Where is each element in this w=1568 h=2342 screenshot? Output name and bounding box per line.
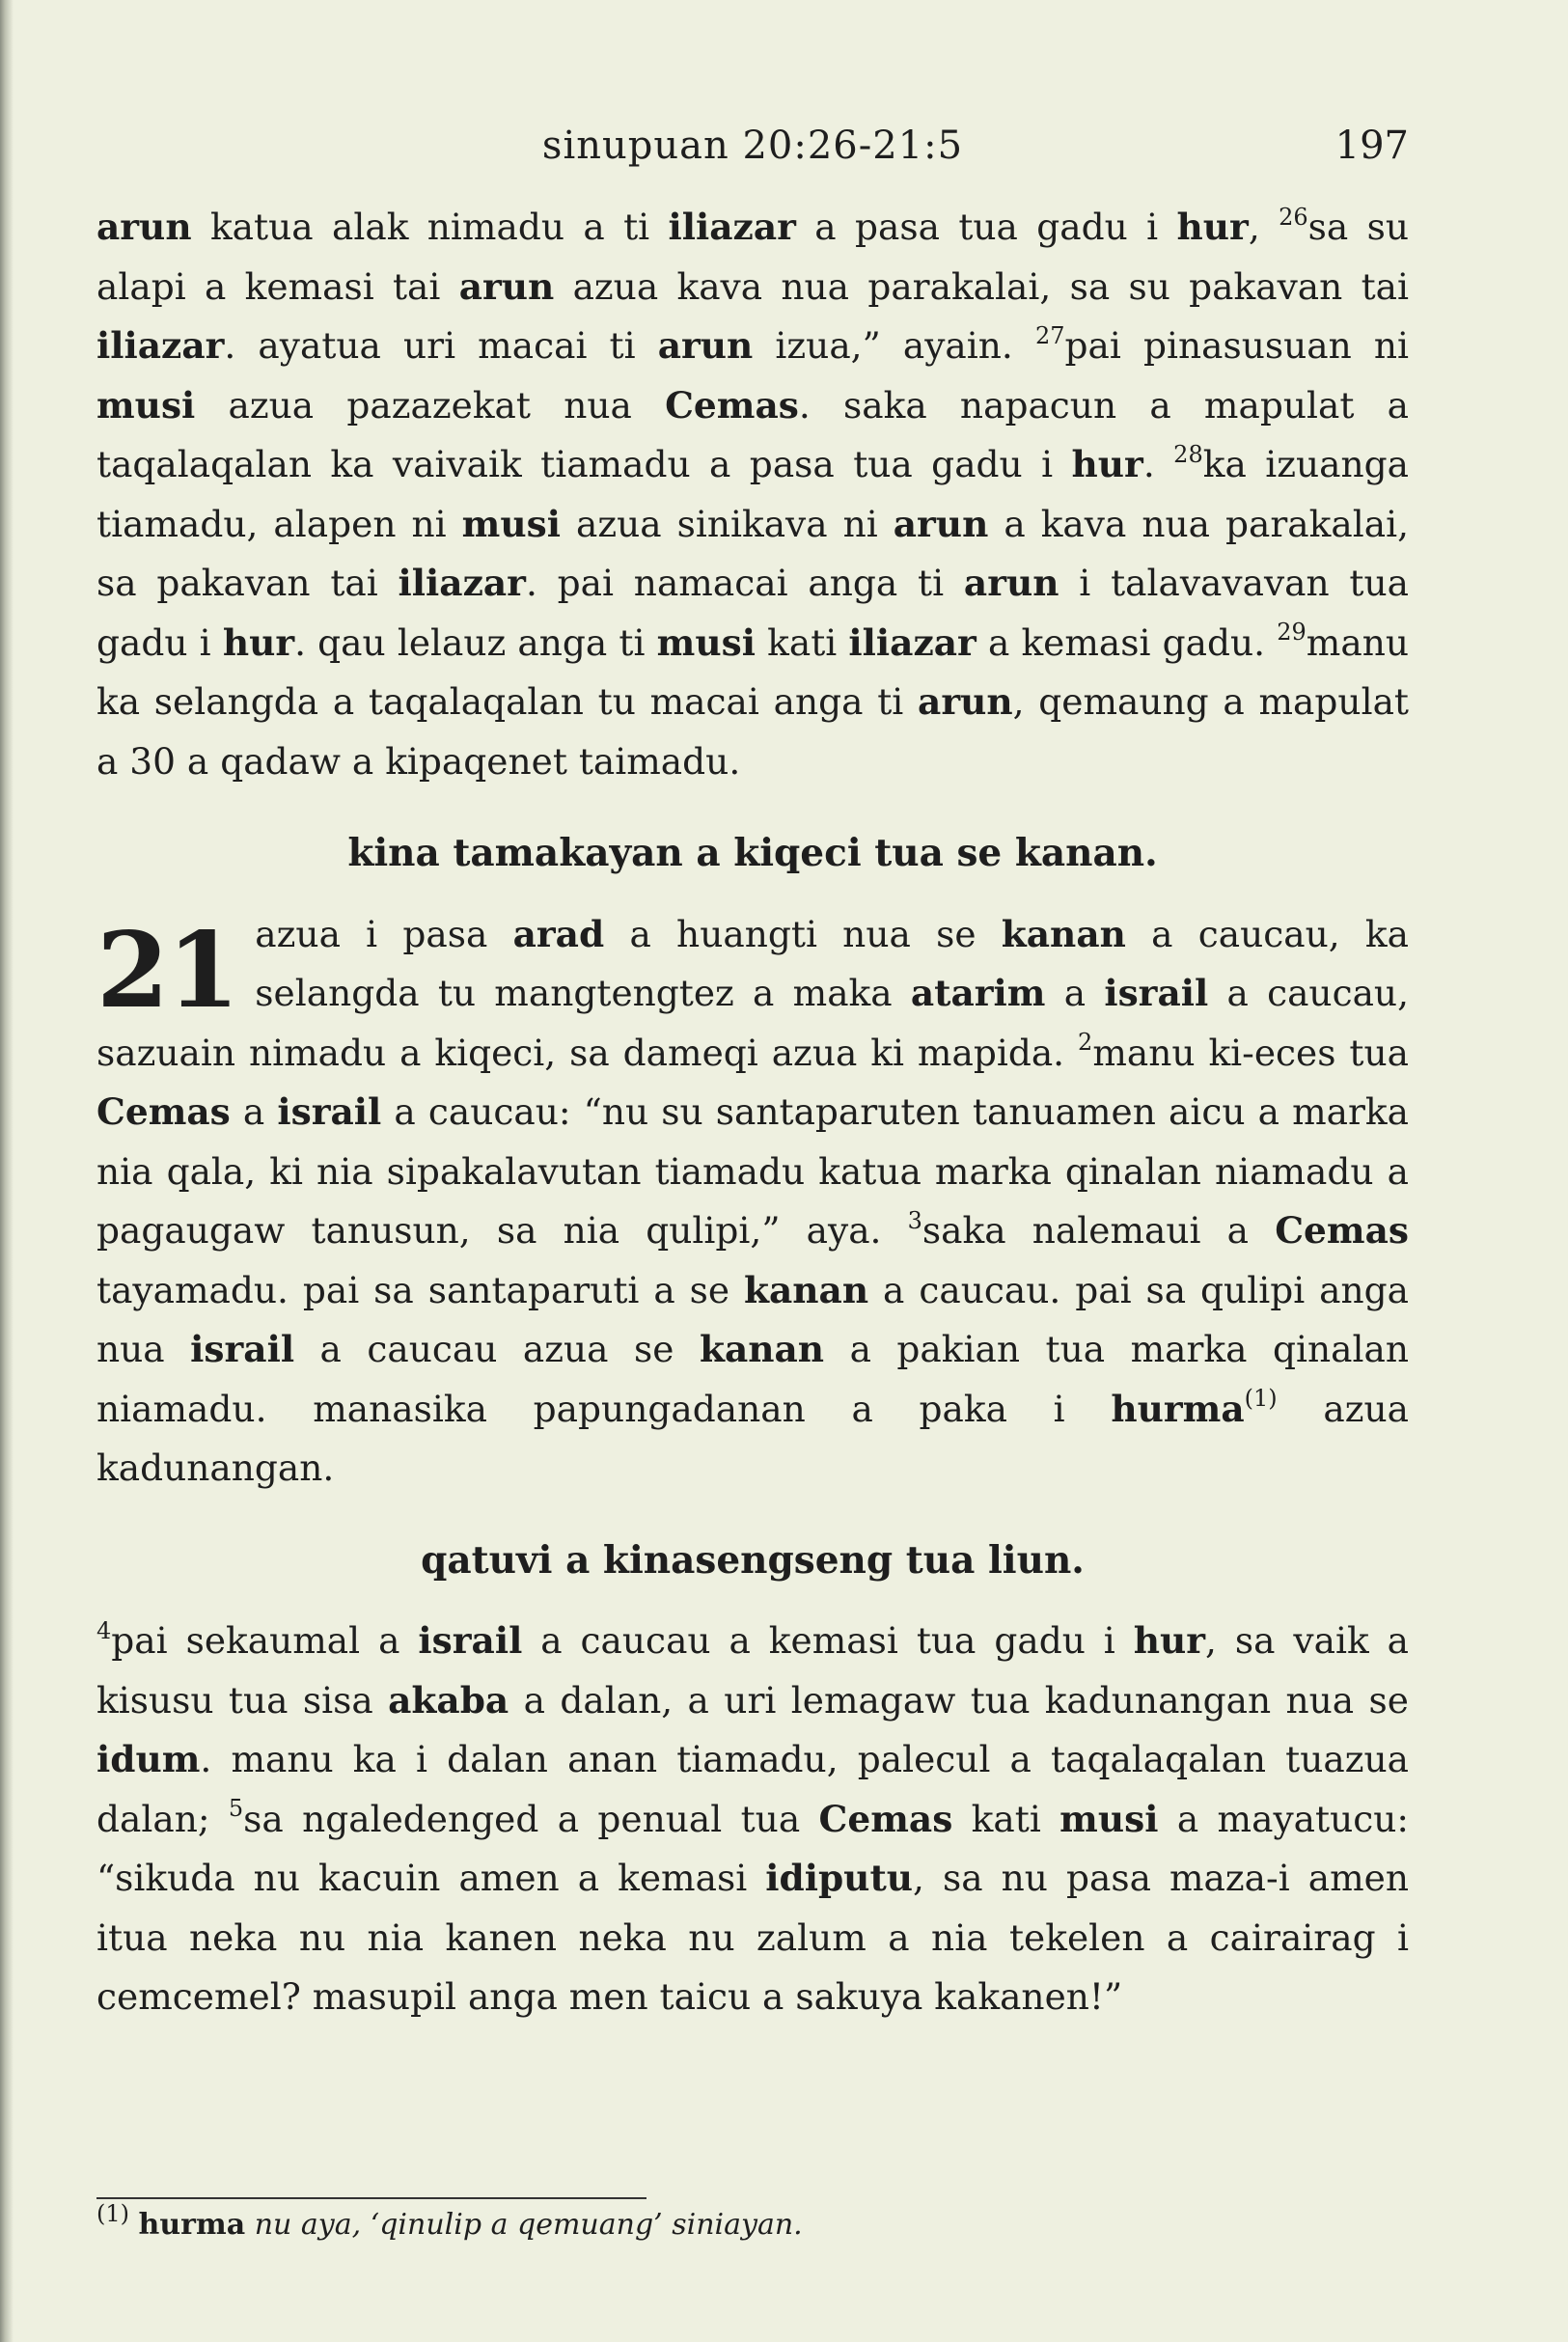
page-body — [96, 198, 1409, 2027]
name-musi: musi — [461, 502, 561, 545]
text-run: a caucau azua se — [294, 1328, 700, 1370]
name-idum: idum — [96, 1738, 201, 1780]
text-run: . saka napacun a mapulat a taqalaqalan ka vaivaik tiamadu a pasa tua gadu i — [96, 383, 1409, 485]
name-idiputu: idiputu — [765, 1857, 914, 1899]
text-run: azua kava nua parakalai, sa su pakavan tai — [554, 264, 1409, 308]
text-run: sa ngaledenged a penual tua — [243, 1797, 819, 1840]
text-run: izua,” ayain. — [753, 324, 1035, 367]
text-run: manu ka selangda a taqalaqalan tu macai anga ti — [96, 620, 1410, 723]
text-run: . qau lelauz anga ti — [294, 620, 657, 664]
name-iliazar: iliazar — [668, 206, 796, 248]
name-arun: arun — [96, 206, 192, 248]
text-run: azua kadunangan. — [96, 1387, 1409, 1489]
name-arun: arun — [918, 680, 1013, 723]
name-hur: hur — [1071, 443, 1143, 485]
name-cemas: Cemas — [1275, 1209, 1409, 1252]
section-heading-liun: qatuvi a kinasengseng tua liun. — [421, 1537, 1085, 1583]
text-run: a caucau a kemasi tua gadu i — [522, 1619, 1134, 1662]
footnote-divider — [96, 2197, 646, 2199]
verse-number: 27 — [1034, 321, 1065, 349]
text-run: a caucau: “nu su santaparuten tanuamen aicu a marka nia qala, ki nia sipakalavutan tiamadu katua marka qinalan niamadu a pagaugaw tanusun, sa nia qulipi,” aya. — [96, 1090, 1409, 1252]
name-atarim: atarim — [910, 972, 1046, 1014]
verse-number: 3 — [907, 1206, 922, 1234]
text-run: , qemaung a mapulat a 30 a qadaw a kipaqenet taimadu. — [96, 680, 1409, 783]
name-musi: musi — [656, 620, 756, 664]
chapter-number: 21 — [96, 909, 238, 1032]
text-run: ka izuanga tiamadu, alapen ni — [96, 443, 1409, 545]
footnote-marker: (1) — [96, 2200, 129, 2227]
name-israil: israil — [277, 1090, 382, 1133]
footnote-reference[interactable]: (1) — [1244, 1385, 1278, 1412]
text-run: a huangti nua se — [604, 912, 1002, 955]
text-run: a kava nua parakalai, sa pakavan tai — [96, 502, 1409, 604]
text-run: a kemasi gadu. — [976, 620, 1278, 664]
section-heading-kanan: kina tamakayan a kiqeci tua se kanan. — [347, 831, 1158, 875]
name-arun: arun — [657, 324, 754, 367]
text-run: azua pazazekat nua — [195, 383, 666, 427]
text-run: a — [230, 1090, 278, 1133]
paragraph-20-25-29 — [96, 198, 1409, 791]
text-run: katua alak nimadu a ti — [191, 206, 669, 248]
verse-number: 2 — [1078, 1029, 1093, 1056]
text-run: sa su alapi a kemasi tai — [96, 206, 1410, 308]
text-run: azua i pasa — [255, 912, 513, 955]
name-israil: israil — [418, 1619, 523, 1662]
name-hur: hur — [1176, 206, 1249, 248]
name-akaba: akaba — [388, 1678, 509, 1722]
text-run: . — [1142, 443, 1174, 485]
name-israil: israil — [1104, 972, 1209, 1014]
footnote-gloss: nu aya, ‘qinulip a qemuang’ siniayan. — [245, 2208, 803, 2242]
verse-number: 29 — [1277, 619, 1307, 646]
text-run: , sa vaik a kisusu tua sisa — [96, 1619, 1409, 1722]
text-run: , sa nu pasa maza-i amen itua neka nu nia kanen neka nu zalum a nia tekelen a cairairag i cemcemel? masupil anga men taicu a sakuya kakanen!” — [96, 1857, 1409, 2018]
verse-number: 4 — [96, 1616, 112, 1644]
text-run: a pakian tua marka qinalan niamadu. manasika papungadanan a paka i — [96, 1328, 1409, 1430]
name-arun: arun — [458, 264, 555, 308]
verse-number: 28 — [1173, 440, 1203, 468]
text-run: a caucau, ka selangda tu mangtengtez a maka — [255, 912, 1410, 1014]
text-run: a caucau, sazuain nimadu a kiqeci, sa dameqi azua ki mapida. — [96, 972, 1410, 1074]
name-hur: hur — [1133, 1619, 1206, 1662]
name-hur: hur — [222, 620, 295, 664]
paragraph-21-4-5 — [96, 1612, 1409, 2027]
text-run: a mayatucu: “sikuda nu kacuin amen a kemasi — [96, 1797, 1410, 1899]
text-run: a — [1045, 972, 1105, 1014]
running-head — [96, 124, 1409, 181]
text-run: a caucau. pai sa qulipi anga nua — [96, 1268, 1410, 1370]
text-run: a pasa tua gadu i — [795, 206, 1177, 248]
verse-number: 5 — [228, 1795, 244, 1822]
text-run: a dalan, a uri lemagaw tua kadunangan nua se — [509, 1678, 1409, 1722]
text-run: . pai namacai anga ti — [525, 562, 964, 604]
term-hurma: hurma — [1111, 1387, 1245, 1430]
text-run: tayamadu. pai sa santaparuti a se — [96, 1268, 745, 1311]
name-kanan: kanan — [1001, 912, 1126, 955]
text-run: , — [1248, 206, 1279, 248]
text-run: pai pinasusuan ni — [1064, 324, 1409, 367]
page-number: 197 — [1334, 124, 1409, 168]
text-run: saka nalemaui a — [922, 1209, 1276, 1252]
name-iliazar: iliazar — [96, 324, 225, 367]
text-run: kati — [755, 620, 849, 664]
name-cemas: Cemas — [665, 383, 799, 427]
name-cemas: Cemas — [96, 1090, 231, 1133]
verse-number: 26 — [1279, 203, 1308, 231]
name-arun: arun — [963, 562, 1059, 604]
text-run: . ayatua uri macai ti — [224, 324, 658, 367]
name-musi: musi — [96, 383, 196, 427]
name-cemas: Cemas — [818, 1797, 953, 1840]
text-run: . manu ka i dalan anan tiamadu, palecul a taqalaqalan tuazua dalan; — [96, 1738, 1409, 1840]
text-run: pai sekaumal a — [111, 1619, 419, 1662]
running-title: sinupuan 20:26-21:5 — [541, 124, 964, 168]
name-kanan: kanan — [699, 1328, 825, 1370]
text-run: i talavavavan tua gadu i — [96, 562, 1410, 664]
paragraph-21-1-3 — [96, 905, 1409, 1499]
name-arun: arun — [893, 502, 989, 545]
footnote-term: hurma — [138, 2208, 246, 2242]
footnote — [96, 2200, 1409, 2245]
name-iliazar: iliazar — [848, 620, 977, 664]
name-iliazar: iliazar — [398, 562, 526, 604]
name-kanan: kanan — [744, 1268, 869, 1311]
text-run: manu ki-eces tua — [1092, 1031, 1409, 1074]
name-arad: arad — [512, 912, 605, 955]
text-run: kati — [952, 1797, 1060, 1840]
name-musi: musi — [1059, 1797, 1159, 1840]
name-israil: israil — [190, 1328, 295, 1370]
text-run: azua sinikava ni — [560, 502, 894, 545]
